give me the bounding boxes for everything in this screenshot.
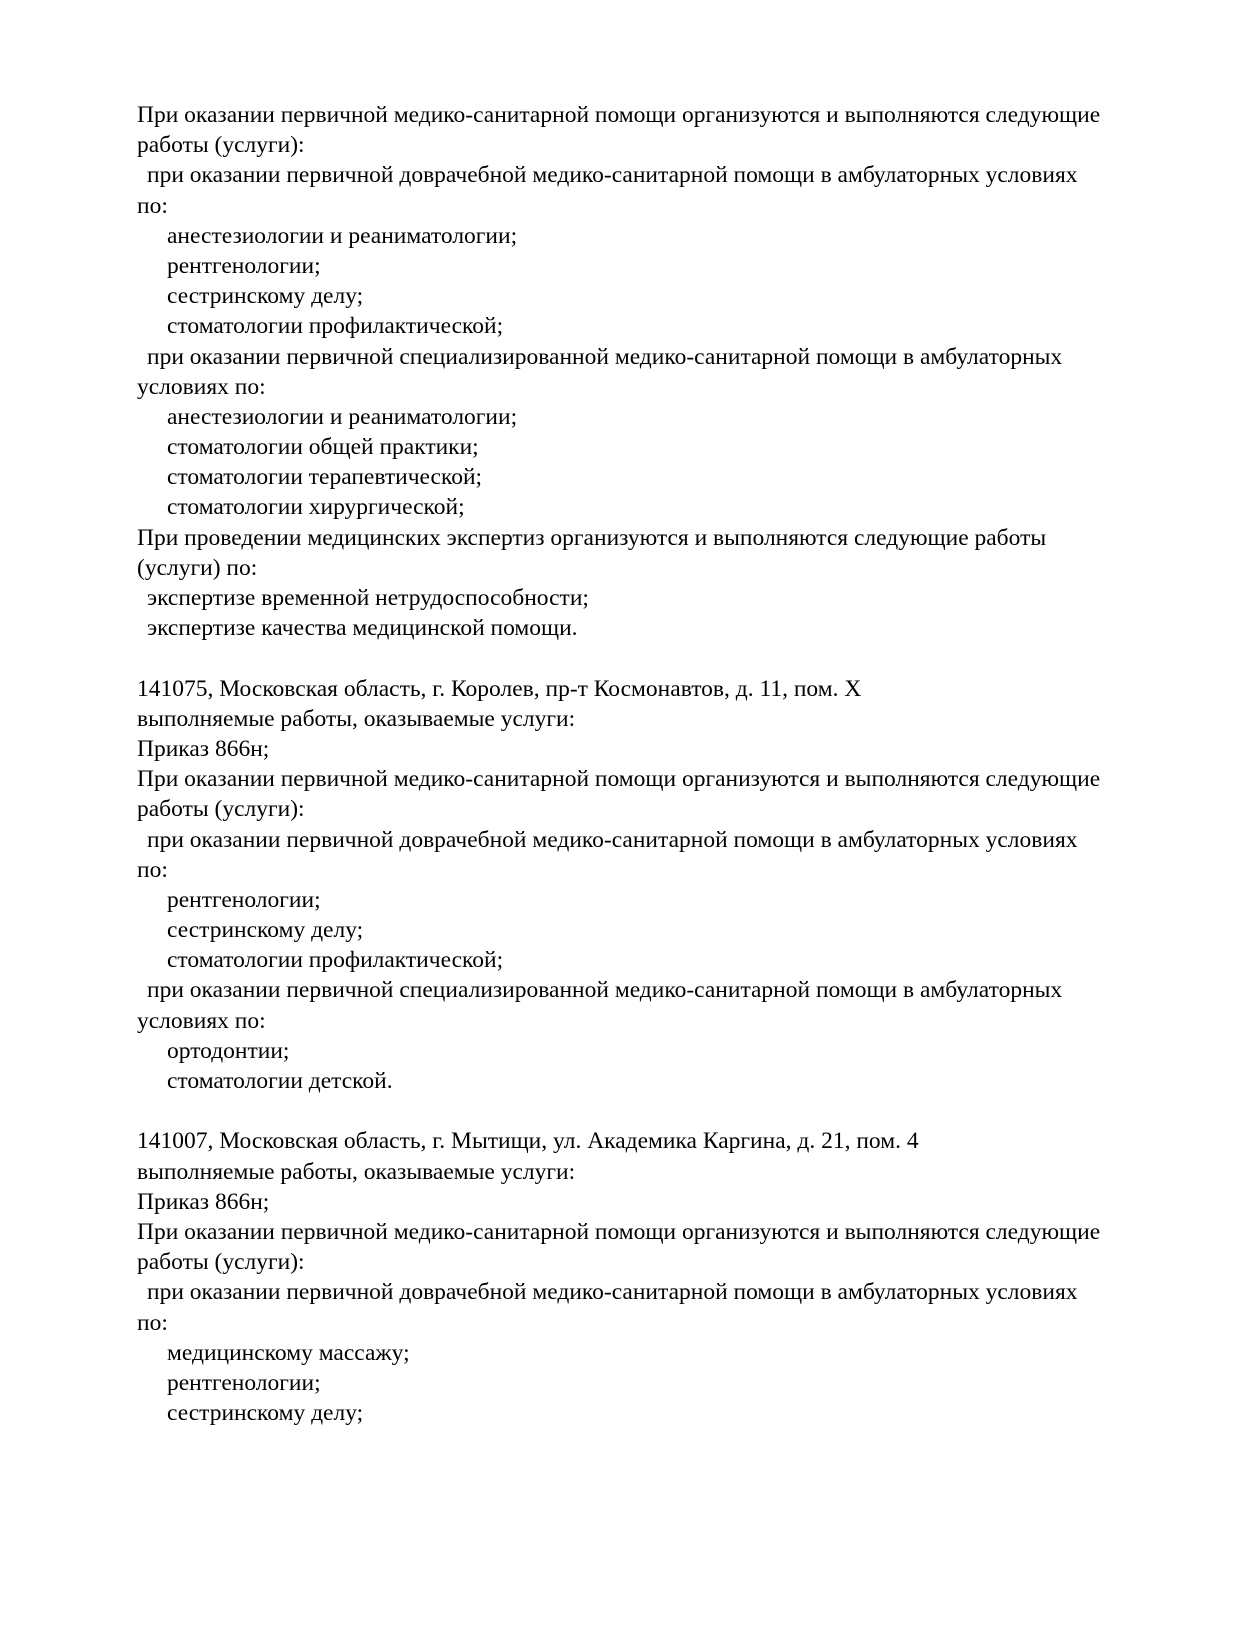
blank-line — [137, 1096, 1147, 1126]
document-line: работы (услуги): — [137, 1249, 305, 1276]
document-line: При оказании первичной медико-санитарной помощи организуются и выполняются следующие — [137, 766, 1101, 793]
document-line: 141075, Московская область, г. Королев, пр-т Космонавтов, д. 11, пом. X — [137, 675, 862, 702]
document-line: сестринскому делу; — [167, 917, 364, 944]
document-text — [137, 100, 1147, 1428]
document-line: при оказании первичной специализированной медико-санитарной помощи в амбулаторных — [147, 343, 1063, 370]
document-line: 141007, Московская область, г. Мытищи, ул. Академика Каргина, д. 21, пом. 4 — [137, 1128, 919, 1155]
document-line: рентгенологии; — [167, 886, 321, 913]
document-line: стоматологии профилактической; — [167, 947, 504, 974]
document-line: при оказании первичной специализированной медико-санитарной помощи в амбулаторных — [147, 977, 1063, 1004]
document-line: рентгенологии; — [167, 252, 321, 279]
document-line: рентгенологии; — [167, 1369, 321, 1396]
document-line: медицинскому массажу; — [167, 1339, 410, 1366]
document-line: стоматологии профилактической; — [167, 313, 504, 340]
document-line: Приказ 866н; — [137, 1188, 270, 1215]
document-line: при оказании первичной доврачебной медико-санитарной помощи в амбулаторных условиях — [147, 162, 1078, 189]
document-line: При проведении медицинских экспертиз организуются и выполняются следующие работы — [137, 524, 1047, 551]
document-line: при оказании первичной доврачебной медико-санитарной помощи в амбулаторных условиях — [147, 826, 1078, 853]
document-line: экспертизе качества медицинской помощи. — [147, 615, 578, 642]
document-line: выполняемые работы, оказываемые услуги: — [137, 705, 576, 732]
document-line: экспертизе временной нетрудоспособности; — [147, 585, 589, 611]
document-line: Приказ 866н; — [137, 735, 270, 762]
document-line: условиях по: — [137, 373, 266, 400]
document-line: стоматологии терапевтической; — [167, 464, 483, 491]
document-line: при оказании первичной доврачебной медико-санитарной помощи в амбулаторных условиях — [147, 1279, 1078, 1306]
document-line: (услуги) по: — [137, 554, 258, 581]
document-line: ортодонтии; — [167, 1037, 290, 1064]
document-line: стоматологии детской. — [167, 1068, 393, 1094]
document-line: При оказании первичной медико-санитарной помощи организуются и выполняются следующие — [137, 1218, 1101, 1245]
document-line: по: — [137, 192, 168, 219]
document-line: анестезиологии и реаниматологии; — [167, 403, 518, 430]
document-line: стоматологии хирургической; — [167, 494, 465, 521]
document-line: работы (услуги): — [137, 796, 305, 823]
document-line: сестринскому делу; — [167, 1400, 364, 1427]
document-line: работы (услуги): — [137, 132, 305, 159]
blank-line — [137, 643, 1147, 673]
document-line: анестезиологии и реаниматологии; — [167, 222, 518, 249]
document-line: условиях по: — [137, 1007, 266, 1034]
document-line: сестринскому делу; — [167, 283, 364, 310]
document-line: стоматологии общей практики; — [167, 434, 479, 461]
document-line: по: — [137, 856, 168, 883]
document-line: по: — [137, 1309, 168, 1336]
document-line: выполняемые работы, оказываемые услуги: — [137, 1158, 576, 1185]
document-line: При оказании первичной медико-санитарной помощи организуются и выполняются следующие — [137, 102, 1101, 128]
